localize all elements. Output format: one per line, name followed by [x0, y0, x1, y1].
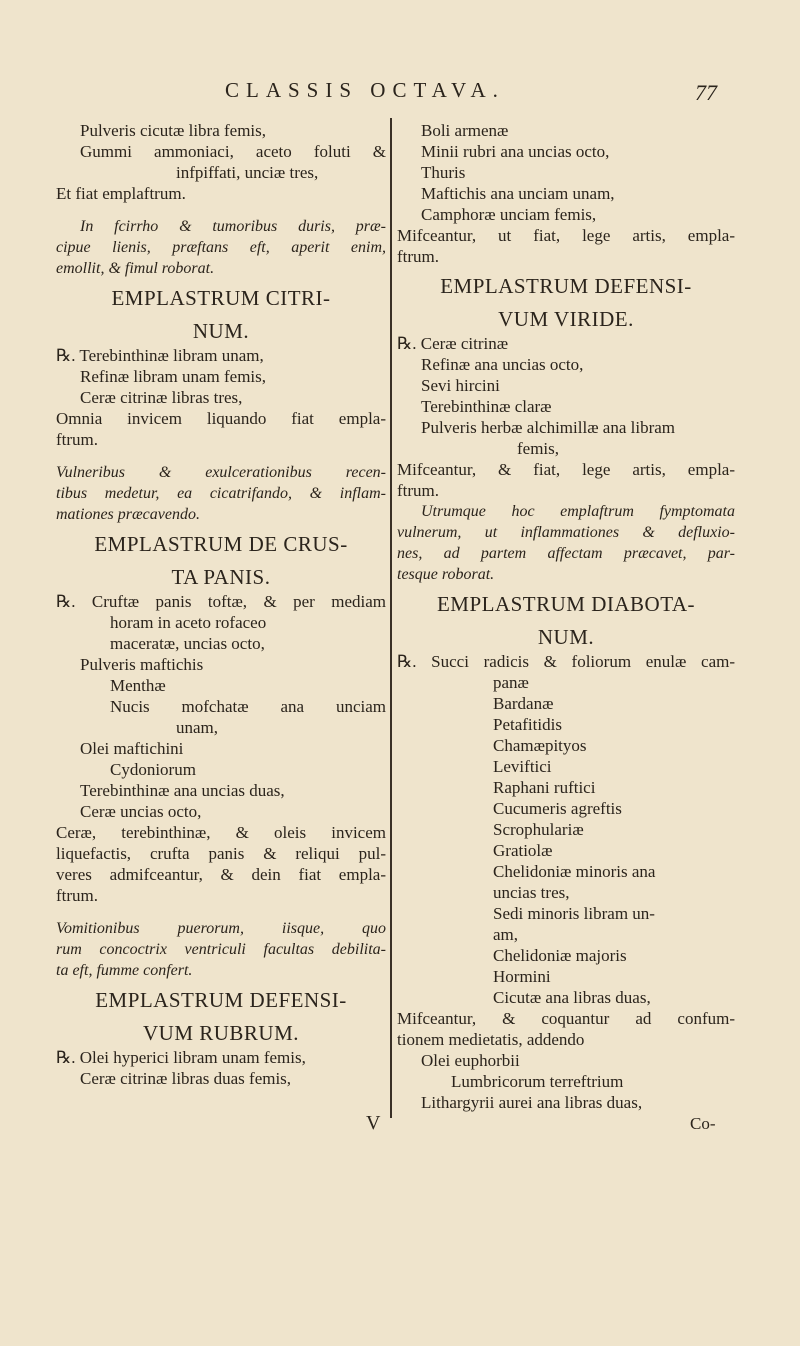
- section-heading: NUM.: [192, 319, 250, 343]
- text-line: veres admifceantur, & dein fiat empla-: [56, 865, 386, 884]
- text-line: Ceræ uncias octo,: [80, 802, 202, 821]
- spacer: [56, 204, 386, 216]
- text-line: Mifceantur, & fiat, lege artis, empla-: [397, 460, 735, 479]
- page-number: 77: [695, 80, 717, 105]
- text-line: ftrum.: [397, 481, 440, 500]
- commentary-line: ta eft, fumme confert.: [56, 962, 193, 979]
- text-line: Pulveris maftichis: [80, 655, 204, 674]
- commentary-line: Utrumque hoc emplaftrum fymptomata: [421, 503, 735, 520]
- text-line: horam in aceto rofaceo: [110, 613, 267, 632]
- commentary-line: In fcirrho & tumoribus duris, præ-: [80, 218, 386, 235]
- commentary-line: Vulneribus & exulcerationibus recen-: [56, 464, 386, 481]
- text-line: Sevi hircini: [421, 376, 500, 395]
- text-line: uncias tres,: [493, 883, 570, 902]
- text-line: ℞. Terebinthinæ libram unam,: [56, 346, 264, 365]
- text-line: Maftichis ana unciam unam,: [421, 184, 615, 203]
- text-line: Pulveris herbæ alchimillæ ana libram: [421, 418, 676, 437]
- text-line: Thuris: [421, 163, 466, 182]
- section-heading: EMPLASTRUM DE CRUS-: [94, 532, 348, 556]
- text-line: Scrophulariæ: [493, 820, 584, 839]
- text-line: Hormini: [493, 967, 551, 986]
- text-line: Mifceantur, & coquantur ad confum-: [397, 1009, 735, 1028]
- commentary-line: tibus medetur, ea cicatrifando, & inflam-: [56, 485, 386, 502]
- text-line: Chamæpityos: [493, 736, 587, 755]
- text-line: panæ: [493, 673, 529, 692]
- commentary-line: emollit, & fimul roborat.: [56, 260, 215, 277]
- page-title: CLASSIS OCTAVA.: [225, 78, 505, 102]
- commentary-line: mationes præcavendo.: [56, 506, 200, 523]
- section-heading: EMPLASTRUM DEFENSI-: [95, 988, 347, 1012]
- text-line: Terebinthinæ ana uncias duas,: [80, 781, 285, 800]
- text-line: Leviftici: [493, 757, 552, 776]
- text-line: Cydoniorum: [110, 760, 196, 779]
- text-line: femis,: [517, 439, 560, 458]
- commentary-line: Vomitionibus puerorum, iisque, quo: [56, 920, 386, 937]
- catchword: Co-: [690, 1114, 716, 1133]
- text-line: Raphani ruftici: [493, 778, 596, 797]
- text-line: Terebinthinæ claræ: [421, 397, 552, 416]
- text-line: Cicutæ ana libras duas,: [493, 988, 651, 1007]
- commentary-line: nes, ad partem affectam præcavet, par-: [397, 545, 735, 562]
- text-line: ℞. Ceræ citrinæ: [397, 334, 509, 353]
- text-line: Chelidoniæ minoris ana: [493, 862, 656, 881]
- text-line: Olei euphorbii: [421, 1051, 520, 1070]
- text-line: unam,: [176, 718, 219, 737]
- text-line: Omnia invicem liquando fiat empla-: [56, 409, 386, 428]
- text-line: Bardanæ: [493, 694, 554, 713]
- section-heading: VUM VIRIDE.: [498, 307, 634, 331]
- text-line: Refinæ ana uncias octo,: [421, 355, 584, 374]
- text-line: Lumbricorum terreftrium: [451, 1072, 624, 1091]
- text-line: maceratæ, uncias octo,: [110, 634, 265, 653]
- section-heading: NUM.: [537, 625, 595, 649]
- section-heading: TA PANIS.: [171, 565, 271, 589]
- text-line: Refinæ libram unam femis,: [80, 367, 267, 386]
- section-heading: VUM RUBRUM.: [142, 1021, 300, 1045]
- column-divider: [390, 118, 392, 1118]
- signature-mark: V: [366, 1112, 381, 1134]
- text-line: Petafitidis: [493, 715, 562, 734]
- text-line: ftrum.: [397, 247, 440, 266]
- text-line: Boli armenæ: [421, 121, 509, 140]
- text-line: Chelidoniæ majoris: [493, 946, 627, 965]
- text-line: Olei maftichini: [80, 739, 184, 758]
- text-line: Camphoræ unciam femis,: [421, 205, 597, 224]
- spacer: [56, 906, 386, 918]
- text-line: ℞. Succi radicis & foliorum enulæ cam-: [397, 652, 735, 671]
- section-heading: EMPLASTRUM DEFENSI-: [440, 274, 692, 298]
- text-line: ℞. Cruftæ panis toftæ, & per mediam: [56, 592, 386, 611]
- text-line: Menthæ: [110, 676, 166, 695]
- text-line: Ceræ citrinæ libras duas femis,: [80, 1069, 292, 1088]
- text-line: tionem medietatis, addendo: [397, 1030, 585, 1049]
- commentary-line: tesque roborat.: [397, 566, 495, 583]
- right-column: [397, 120, 735, 1113]
- text-line: Gratiolæ: [493, 841, 553, 860]
- text-line: Nucis mofchatæ ana unciam: [110, 697, 386, 716]
- text-line: ftrum.: [56, 886, 99, 905]
- text-line: ℞. Olei hyperici libram unam femis,: [56, 1048, 306, 1067]
- text-line: Minii rubri ana uncias octo,: [421, 142, 610, 161]
- section-heading: EMPLASTRUM DIABOTA-: [436, 592, 696, 616]
- text-line: Pulveris cicutæ libra femis,: [80, 121, 267, 140]
- text-line: infpiffati, unciæ tres,: [176, 163, 319, 182]
- text-line: Cucumeris agreftis: [493, 799, 622, 818]
- text-line: Mifceantur, ut fiat, lege artis, empla-: [397, 226, 735, 245]
- commentary-line: rum concoctrix ventriculi facultas debilita-: [56, 941, 386, 958]
- spacer: [56, 450, 386, 462]
- text-line: liquefactis, crufta panis & reliqui pul-: [56, 844, 386, 863]
- text-line: Ceræ citrinæ libras tres,: [80, 388, 243, 407]
- commentary-line: cipue lienis, præftans eft, aperit enim,: [56, 239, 386, 256]
- section-heading: EMPLASTRUM CITRI-: [111, 286, 331, 310]
- text-line: Gummi ammoniaci, aceto foluti &: [80, 142, 386, 161]
- text-line: Sedi minoris libram un-: [493, 904, 655, 923]
- commentary-line: vulnerum, ut inflammationes & defluxio-: [397, 524, 735, 541]
- left-column: [56, 120, 386, 1089]
- text-line: Et fiat emplaftrum.: [56, 184, 186, 203]
- running-header: [0, 78, 800, 114]
- text-line: Lithargyrii aurei ana libras duas,: [421, 1093, 643, 1112]
- text-line: am,: [493, 925, 519, 944]
- text-line: Ceræ, terebinthinæ, & oleis invicem: [56, 823, 386, 842]
- text-line: ftrum.: [56, 430, 99, 449]
